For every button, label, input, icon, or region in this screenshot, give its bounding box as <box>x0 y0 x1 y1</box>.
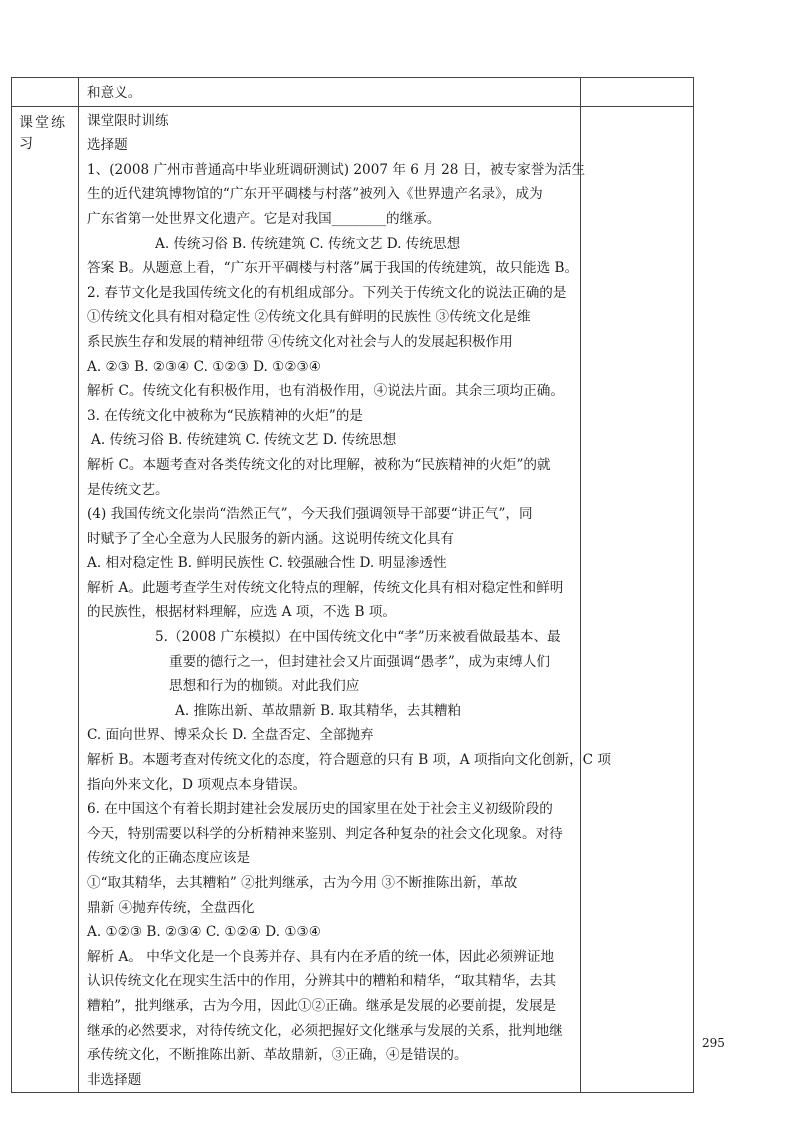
text-line: A. 传统习俗 B. 传统建筑 C. 传统文艺 D. 传统思想 <box>91 432 397 449</box>
text-line: 继承的必然要求，对待传统文化，必须把握好文化继承与发展的关系，批判地继 <box>87 1022 563 1039</box>
text-line: ①传统文化具有相对稳定性 ②传统文化具有鲜明的民族性 ③传统文化是维 <box>87 309 531 326</box>
content-cell-top <box>79 78 581 107</box>
text-line: 时赋予了全心全意为人民服务的新内涵。这说明传统文化具有 <box>87 530 455 547</box>
label-cell-empty <box>12 78 79 107</box>
text-line: 解析 C。本题考查对各类传统文化的对比理解，被称为“民族精神的火炬”的就 <box>87 456 551 473</box>
text-line: 鼎新 ④抛弃传统，全盘西化 <box>87 899 255 916</box>
text-line: 糟粕”，批判继承，古为今用，因此①②正确。继承是发展的必要前提，发展是 <box>87 997 557 1014</box>
table-row <box>12 106 694 1093</box>
text-line: 3. 在传统文化中被称为“民族精神的火炬”的是 <box>87 407 363 424</box>
text-line: 5.（2008 广东模拟）在中国传统文化中“孝”历来被看做最基本、最 <box>155 629 561 646</box>
text-line: 解析 A。此题考查学生对传统文化特点的理解，传统文化具有相对稳定性和鲜明 <box>87 579 564 596</box>
text-line: 解析 B。本题考查对传统文化的态度，符合题意的只有 B 项，A 项指向文化创新，C 项 <box>87 752 611 769</box>
text-line: 系民族生存和发展的精神纽带 ④传统文化对社会与人的发展起积极作用 <box>87 333 513 350</box>
exercise-lines <box>87 109 611 1093</box>
page-number: 295 <box>702 1036 725 1050</box>
text-line: 认识传统文化在现实生活中的作用，分辨其中的糟粕和精华，“取其精华，去其 <box>87 973 557 990</box>
text-line: 选择题 <box>87 137 128 154</box>
text-line: 6. 在中国这个有着长期封建社会发展历史的国家里在处于社会主义初级阶段的 <box>87 801 553 818</box>
text-line: 生的近代建筑博物馆的“广东开平碉楼与村落”被列入《世界遗产名录》，成为 <box>87 186 543 203</box>
text-line: A. 相对稳定性 B. 鲜明民族性 C. 较强融合性 D. 明显渗透性 <box>87 555 447 572</box>
text-line: 传统文化的正确态度应该是 <box>87 850 251 867</box>
text-line: 广东省第一处世界文化遗产。它是对我国________的继承。 <box>87 210 441 227</box>
text-line: 思想和行为的枷锁。对此我们应 <box>169 678 360 695</box>
text-line: 指向外来文化，D 项观点本身错误。 <box>87 776 307 793</box>
text-line: C. 面向世界、博采众长 D. 全盘否定、全部抛弃 <box>87 727 374 744</box>
section-label-cell <box>12 106 79 1093</box>
worksheet-table <box>11 77 694 1093</box>
text-line: 今天，特别需要以科学的分析精神来鉴别、判定各种复杂的社会文化现象。对待 <box>87 825 563 842</box>
text-line: A. 推陈出新、革故鼎新 B. 取其精华，去其糟粕 <box>175 702 462 719</box>
text-line: 承传统文化，不断推陈出新、革故鼎新，③正确，④是错误的。 <box>87 1047 468 1064</box>
text-line: 答案 B。从题意上看，“广东开平碉楼与村落”属于我国的传统建筑，故只能选 B。 <box>87 260 579 277</box>
table-row <box>12 78 694 107</box>
text-line: 1、(2008 广州市普通高中毕业班调研测试) 2007 年 6 月 28 日，被专家誉为活生 <box>87 161 586 178</box>
text-line: 解析 C。传统文化有积极作用，也有消极作用，④说法片面。其余三项均正确。 <box>87 383 564 400</box>
text-line: ①“取其精华，去其糟粕” ②批判继承，古为今用 ③不断推陈出新，革故 <box>87 875 518 891</box>
text-line: 是传统文艺。 <box>87 481 169 498</box>
notes-cell-top <box>581 78 694 107</box>
text-line: A. 传统习俗 B. 传统建筑 C. 传统文艺 D. 传统思想 <box>155 235 461 252</box>
text-line: 2. 春节文化是我国传统文化的有机组成部分。下列关于传统文化的说法正确的是 <box>87 284 567 301</box>
text-line: A. ②③ B. ②③④ C. ①②③ D. ①②③④ <box>87 358 321 375</box>
text-line: 重要的德行之一，但封建社会又片面强调“愚孝”，成为束缚人们 <box>169 653 550 670</box>
exercise-content <box>79 106 611 1093</box>
text-line: 的民族性，根据材料理解，应选 A 项，不选 B 项。 <box>87 604 396 621</box>
text-line: 解析 A。 中华文化是一个良莠并存、具有内在矛盾的统一体，因此必须辨证地 <box>87 948 555 965</box>
text-line: 课堂限时训练 <box>87 112 169 129</box>
top-row-text: 和意义。 <box>87 85 142 101</box>
notes-cell <box>581 106 694 1093</box>
section-label: 课堂练习 <box>19 114 67 152</box>
text-line: 非选择题 <box>87 1071 142 1088</box>
text-line: (4) 我国传统文化崇尚“浩然正气”，今天我们强调领导干部要“讲正气”，同 <box>87 506 533 523</box>
text-line: A. ①②③ B. ②③④ C. ①②④ D. ①③④ <box>87 924 321 941</box>
